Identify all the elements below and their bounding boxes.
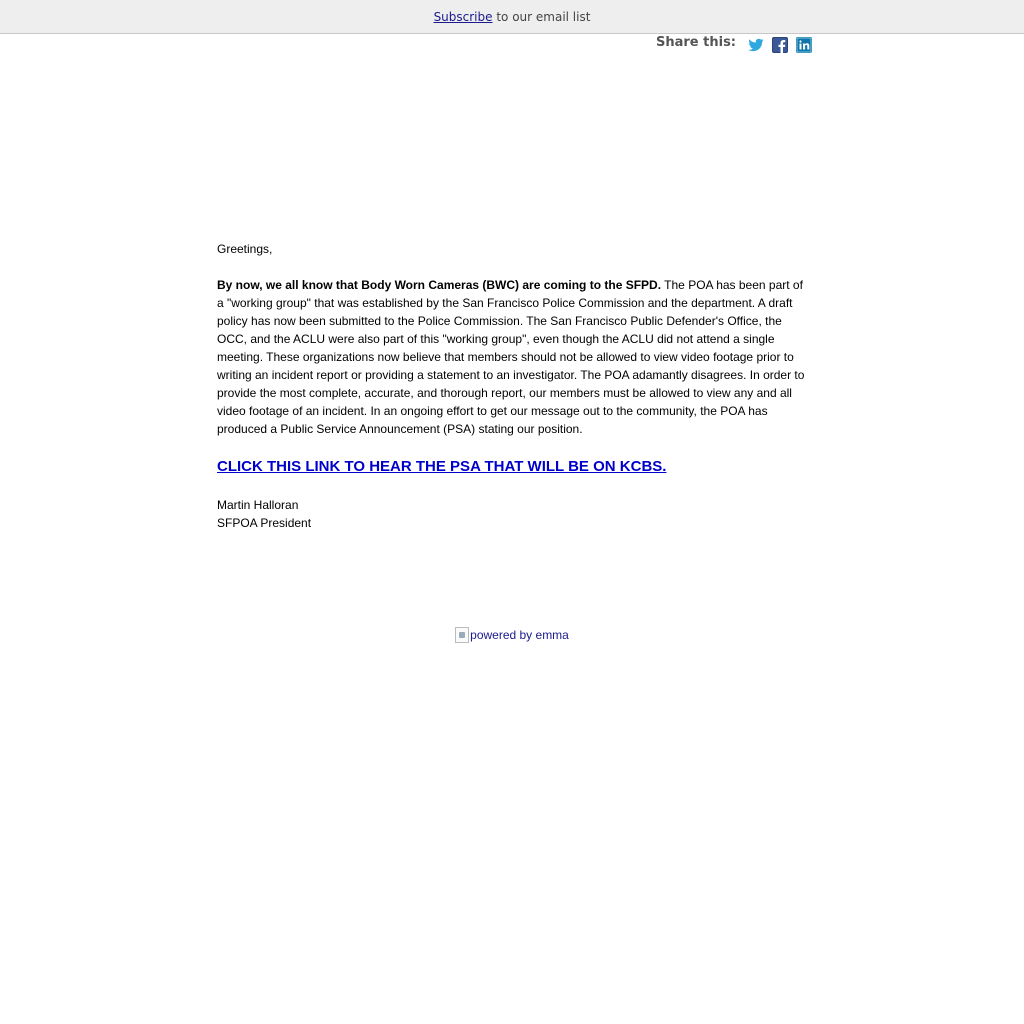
subscribe-bar	[0, 0, 1024, 34]
powered-by-emma-link[interactable]	[455, 627, 569, 643]
twitter-icon[interactable]	[748, 37, 764, 53]
subscribe-link[interactable]: Subscribe	[433, 10, 493, 24]
email-content	[217, 240, 809, 532]
facebook-icon[interactable]	[772, 37, 788, 53]
powered-by-alt-text: powered by emma	[470, 628, 569, 642]
lead-sentence: By now, we all know that Body Worn Cameras (BWC) are coming to the SFPD.	[217, 278, 662, 292]
body-text: The POA has been part of a "working group" that was established by the San Francisco Police Commission and the department. A draft policy has now been submitted to the Police Commission. The San Francisco Public Defender's Office, the OCC, and the ACLU were also part of this "working group", even though the ACLU did not attend a single meeting. These organizations now believe that members should not be allowed to view video footage prior to writing an incident report or providing a statement to an investigator. The POA adamantly disagrees. In order to provide the most complete, accurate, and thorough report, our members must be allowed to view any and all video footage of an incident. In an ongoing effort to get our message out to the community, the POA has produced a Public Service Announcement (PSA) stating our position.	[217, 278, 805, 436]
subscribe-bar-text: to our email list	[492, 10, 591, 24]
psa-link[interactable]: CLICK THIS LINK TO HEAR THE PSA THAT WILL BE ON KCBS.	[217, 458, 667, 475]
body-paragraph	[217, 276, 809, 438]
linkedin-icon[interactable]	[796, 37, 812, 53]
broken-image-icon	[455, 627, 469, 643]
share-bar	[656, 34, 820, 54]
signature-name: Martin Halloran	[217, 498, 299, 512]
greeting: Greetings,	[217, 242, 273, 256]
footer	[0, 627, 1024, 648]
share-label: Share this:	[656, 35, 737, 50]
signature-title: SFPOA President	[217, 516, 312, 530]
